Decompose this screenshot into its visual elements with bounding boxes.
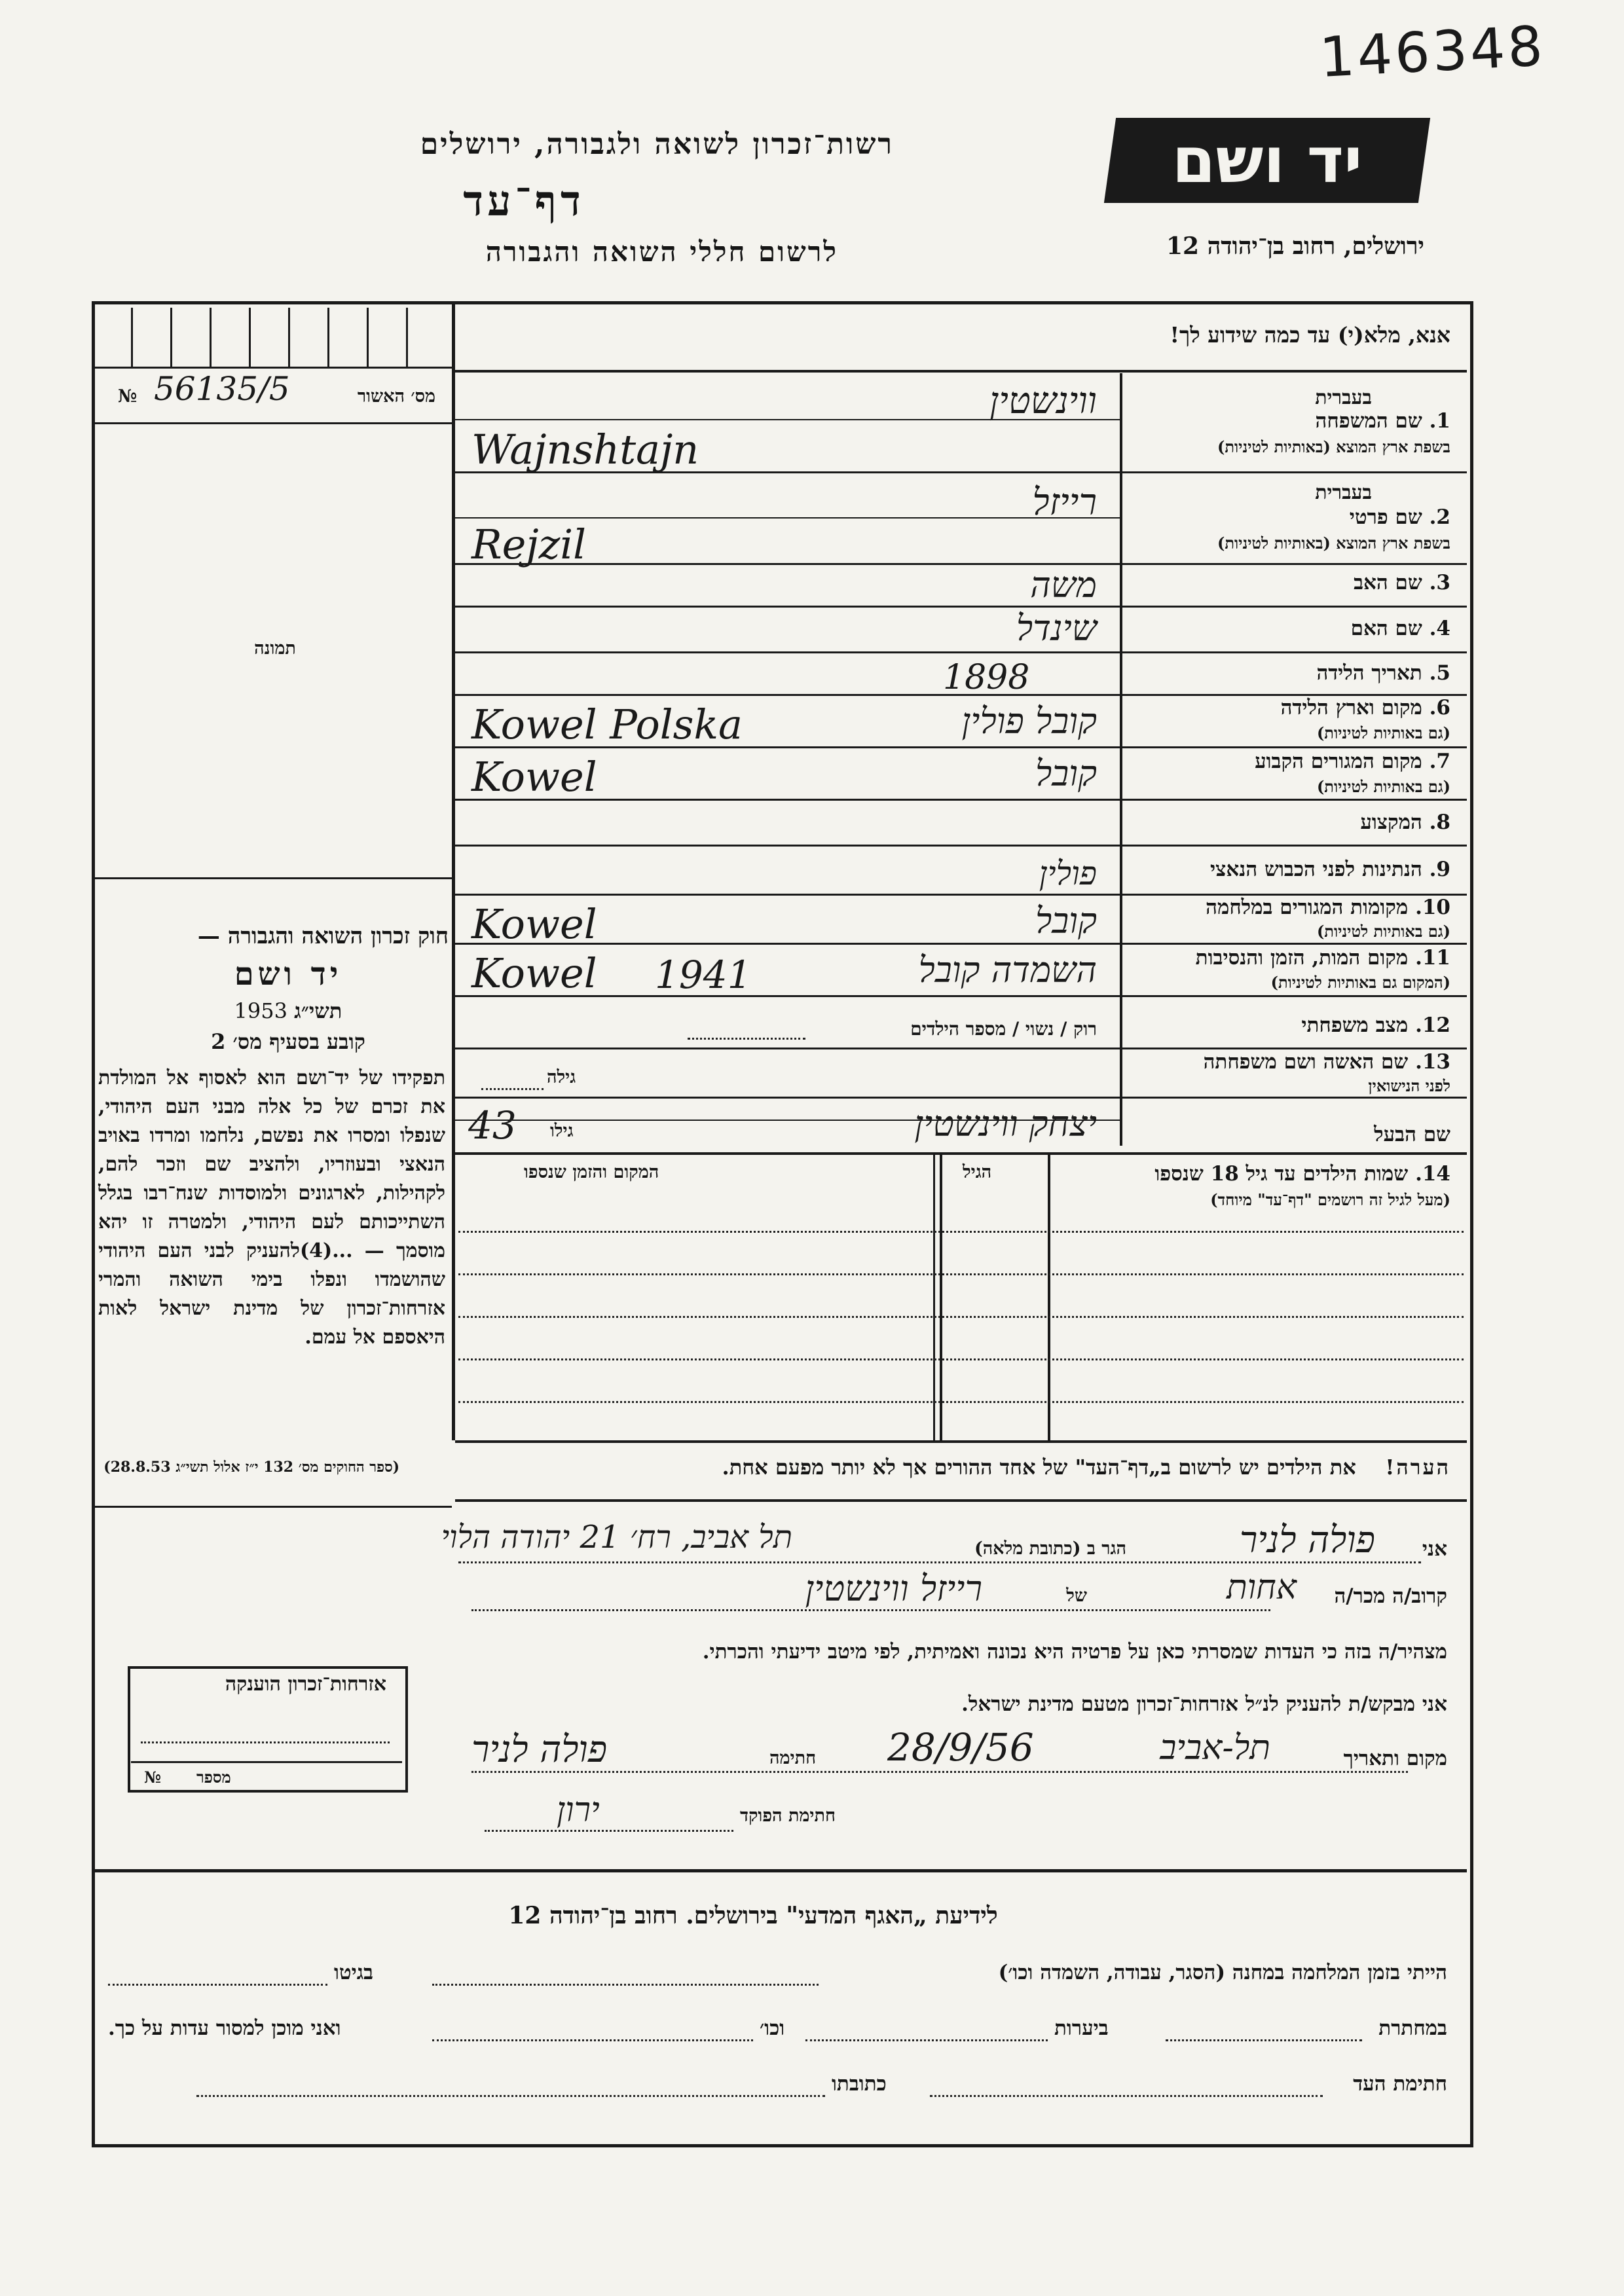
signature-label: חתימה [769,1748,817,1768]
declaration-place: תל-אביב [1160,1728,1270,1768]
bottom-title: לידיעת „האגף המדעי" בירושלים. רחוב בן־יהודה 12 [508,1902,998,1929]
field-10-num: 10. [1415,896,1450,919]
field-11-value-year: 1941 [655,953,752,997]
declaration-statement: מצהיר/ה בזה כי העדות שמסרתי כאן על פרטיה היא נכונה ואמיתית, לפי מיטב ידיעתי והכרתי. [702,1640,1447,1664]
bottom-line-3b: כתובתו [832,2072,887,2096]
declarant-signature: פולה לניר [471,1728,608,1771]
bottom-line-3a: חתימת העד [1353,2072,1447,2096]
children-place-header: המקום והזמן שנספו [524,1162,659,1182]
field-8-text: המקצוע [1360,811,1422,834]
approval-no-symbol: № [118,386,138,407]
field-2-value-heb: רייזל [1032,481,1097,524]
bottom-line-1a: הייתי בזמן המלחמה במחנה (הסגר, עבודה, השמדה וכו׳) [998,1961,1447,1984]
field-9-num: 9. [1429,858,1450,881]
field-2-value-latin: Rejzil [471,520,586,568]
law-clause: קובע בסעיף מס׳ 2 [211,1029,365,1054]
field-12-value: רוק / נשוי / מספר הילדים [910,1018,1097,1040]
children-age-header: הגיל [963,1162,992,1182]
field-13-label [1204,1050,1450,1074]
relation-value: אחות [1227,1568,1297,1607]
law-year-line [170,998,406,1023]
bottom-line-2c: וכו׳ [760,2016,785,2040]
field-10-value-latin: Kowel [471,900,597,948]
field-1-label [1316,409,1450,433]
field-5-num: 5. [1429,661,1450,685]
in-hebrew-label-2: בעברית [1315,481,1372,504]
field-4-text: שם האם [1350,617,1422,640]
declaration-request: אני מבקש/ת להעניק לנ״ל אזרחות־זכרון מטעם מדינת ישראל. [961,1692,1447,1716]
field-5-value: 1898 [943,658,1030,697]
law-name: יד ושם [234,956,342,993]
field-6-label [1281,696,1450,720]
bottom-line-2b: ביערות [1054,2016,1109,2040]
field-13-num: 13. [1415,1050,1450,1074]
field-12-text: מצב משפחתי [1301,1013,1409,1037]
field-3-text: שם האב [1354,571,1422,594]
also-latin-7: (גם באותיות לטיניות) [1316,777,1450,796]
field-7-text: מקום המגורים הקבוע [1255,750,1422,773]
citizenship-number-label: מספר [196,1768,231,1787]
law-year-heb: תשי״ג [294,998,342,1023]
field-4-num: 4. [1429,617,1450,640]
field-3-label [1354,571,1450,594]
field-8-label [1360,811,1450,834]
photo-label: תמונה [254,638,296,659]
field-7-num: 7. [1429,750,1450,773]
field-10-value-heb: קובל [1035,900,1097,941]
header-authority: רשות־זכרון לשואה ולגבורה, ירושלים [420,128,894,161]
bottom-line-2d: ואני מוכן למסור עדות על כך. [108,2016,341,2040]
field-11-label [1196,946,1450,970]
children-text: שמות הילדים עד גיל 18 שנספו [1154,1162,1409,1186]
field-2-label [1350,505,1450,529]
field-5-label [1316,661,1450,685]
field-3-value: משה [1030,564,1097,606]
field-11-value-latin: Kowel [471,949,597,997]
field-13-text: שם האשה ושם משפחתה [1203,1050,1409,1074]
field-6-text: מקום וארץ הלידה [1280,696,1422,720]
field-6-num: 6. [1429,696,1450,720]
page-title: דף־עד [463,177,585,226]
latin-note-1: בשפת ארץ המוצא (באותיות לטיניות) [1217,437,1450,456]
field-13-sub: לפני הנישואין [1368,1076,1450,1095]
field-11-value-heb: השמדה קובל [918,949,1097,991]
field-6-value-heb: קובל פולין [961,701,1097,742]
approval-number: 56135/5 [154,370,290,408]
field-10-text: מקומות המגורים במלחמה [1206,896,1409,919]
declaration-date: 28/9/56 [887,1725,1034,1770]
husband-value: יצחק ווינשטין [914,1103,1097,1144]
field-5-text: תאריך הלידה [1316,661,1422,685]
latin-note-2: בשפת ארץ המוצא (באותיות לטיניות) [1217,534,1450,553]
field-10-label [1206,896,1450,919]
field-9-label [1210,858,1450,881]
note-line [722,1455,1450,1480]
field-7-value-latin: Kowel [471,753,597,801]
yad-vashem-logo [1104,118,1430,203]
relative-label: קרוב/ה מכר/ה [1334,1584,1447,1608]
field-7-label [1255,750,1450,773]
field-1-value-latin: Wajnshtajn [471,426,699,473]
field-4-value: שינדל [1016,608,1097,649]
note-text: את הילדים יש לרשום ב„דף־העד" של אחד ההורים אך לא יותר מפעם אחת. [722,1455,1356,1480]
field-11-sub: (המקום גם באותיות לטיניות) [1270,973,1450,992]
field-11-text: מקום המות, הזמן והנסיבות [1195,946,1409,970]
children-label [1154,1162,1450,1186]
also-latin-10: (גם באותיות לטיניות) [1316,922,1450,941]
field-13-age-label: גילה [547,1067,576,1087]
note-label: הערה! [1385,1455,1450,1480]
field-11-num: 11. [1415,946,1450,970]
husband-age-label: גילו [550,1121,574,1141]
bottom-line-2a: במחתרת [1378,2016,1447,2040]
law-source: (ספר החוקים מס׳ 132 י״ז אלול תשי״ג 28.8.53) [103,1459,399,1476]
field-7-value-heb: קובל [1035,753,1097,794]
field-9-value: פולין [1039,854,1097,892]
header-address: ירושלים, רחוב בן־יהודה 12 [1166,232,1424,260]
in-hebrew-label-1: בעברית [1315,386,1372,409]
declarant-name: פולה לניר [1239,1519,1375,1561]
law-title: חוק זכרון השואה והגבורה — [197,923,449,949]
official-signature: ירון [557,1791,600,1830]
residing-label: הגר ב (כתובת מלאה) [974,1539,1126,1559]
law-body: תפקידו של יד־ושם הוא לאסוף אל המולדת את זכרם של כל אלה מבני העם היהודי, שנפלו ומסרו את נפשם, נלחמו ומרדו באויב הנאצי ובעוזריו, ולהציב שם וזכר להם, לקהילות, לארגונים ולמוסדות שנח־רבו בגלל השתייכותם לעם היהודי, ולמטרה זו יהא מוסמך — ...(4)להעניק לבני העם היהודי שהושמדו ונפלו בימי השואה והמרי אזרחות־זכרון של מדינת ישראל לאות היאספם אל עמם. [98,1066,445,1349]
husband-label: שם הבעל [1374,1123,1450,1146]
also-latin-6: (גם באותיות לטיניות) [1316,723,1450,742]
official-signature-label: חתימת הפוקד [740,1806,836,1826]
field-2-num: 2. [1429,505,1450,529]
children-sub: (מעל לגיל זה רושמים "דף־עד" מיוחד) [1210,1190,1450,1209]
field-2-text: שם פרטי [1349,505,1422,529]
law-year: 1953 [234,998,287,1023]
field-1-text: שם המשפחה [1315,409,1422,433]
field-12-label [1301,1013,1450,1037]
field-1-value-heb: ווינשטין [989,380,1097,422]
form-instruction: אנא, מלא(י) עד כמה שידוע לך! [1170,322,1450,348]
declarant-address: תל אביב, רח׳ 21 יהודה הלוי [441,1519,792,1556]
field-1-num: 1. [1429,409,1450,433]
children-num: 14. [1415,1162,1450,1186]
field-12-num: 12. [1415,1013,1450,1037]
logo-text: יד ושם [1172,124,1363,197]
field-3-num: 3. [1429,571,1450,594]
husband-age: 43 [468,1103,517,1148]
approval-label: מס׳ האשור [357,386,435,407]
of-name: רייזל ווינשטין [805,1568,982,1609]
header-subtitle: לרשום חללי השואה והגבורה [485,236,838,268]
citizenship-box-title: אזרחות־זכרון הוענקה [225,1673,386,1696]
field-9-text: הנתינות לפני הכבוש הנאצי [1210,858,1422,881]
bottom-line-1b: בגיטו [334,1961,373,1984]
declaration-i-label: אני [1422,1537,1447,1561]
archive-number: 146348 [1318,14,1547,90]
field-6-value-latin: Kowel Polska [471,701,743,748]
of-label: של [1066,1586,1087,1606]
citizenship-no-symbol: № [144,1768,162,1787]
place-date-label: מקום ותאריך [1343,1747,1447,1770]
field-8-num: 8. [1429,811,1450,834]
field-4-label [1351,617,1450,640]
